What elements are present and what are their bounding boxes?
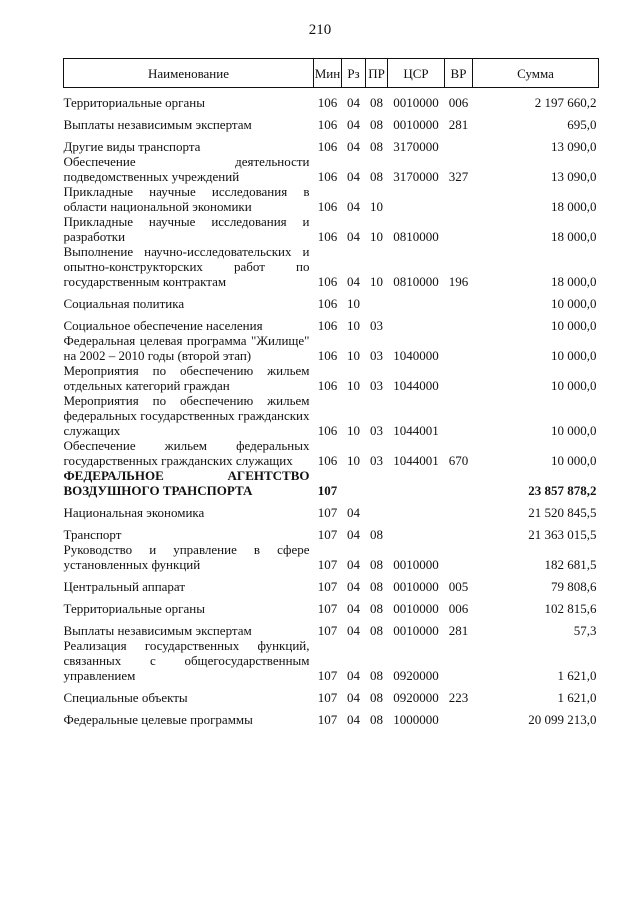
row-name: Выплаты независимым экспертам bbox=[63, 622, 252, 638]
table-row bbox=[64, 154, 599, 184]
row-min: 106 bbox=[317, 317, 338, 333]
row-min: 106 bbox=[317, 116, 338, 132]
table-row bbox=[64, 184, 599, 214]
row-csr bbox=[388, 498, 445, 520]
row-rz: 10 bbox=[347, 452, 360, 468]
row-vr bbox=[445, 311, 473, 333]
row-min: 107 bbox=[317, 578, 338, 594]
row-min: 107 bbox=[317, 482, 338, 498]
row-csr: 0010000 bbox=[393, 622, 439, 638]
row-pr: 08 bbox=[370, 711, 383, 727]
row-name: Территориальные органы bbox=[63, 94, 205, 110]
row-name: Специальные объекты bbox=[63, 689, 188, 705]
row-vr: 281 bbox=[448, 116, 469, 132]
row-name: Мероприятия по обеспечению жильем федеральных государственных гражданских служащих bbox=[63, 392, 310, 438]
row-min: 107 bbox=[317, 689, 338, 705]
row-sum: 18 000,0 bbox=[551, 198, 597, 214]
table-row bbox=[64, 311, 599, 333]
row-pr: 03 bbox=[370, 452, 383, 468]
row-name: Центральный аппарат bbox=[63, 578, 186, 594]
row-rz: 04 bbox=[347, 578, 360, 594]
row-csr: 0010000 bbox=[393, 116, 439, 132]
row-name: Обеспечение жильем федеральных государственных гражданских служащих bbox=[63, 437, 310, 468]
row-csr: 0810000 bbox=[393, 228, 439, 244]
table-row bbox=[64, 438, 599, 468]
row-pr bbox=[366, 498, 388, 520]
row-csr: 0010000 bbox=[393, 600, 439, 616]
row-pr bbox=[366, 289, 388, 311]
row-name: Реализация государственных функций, связанных с общегосударственным управлением bbox=[63, 637, 310, 683]
row-csr: 0010000 bbox=[393, 556, 439, 572]
row-name: Национальная экономика bbox=[63, 504, 205, 520]
row-min: 106 bbox=[317, 347, 338, 363]
row-rz: 04 bbox=[347, 600, 360, 616]
row-min: 106 bbox=[317, 452, 338, 468]
row-vr bbox=[445, 393, 473, 438]
table-row bbox=[64, 616, 599, 638]
row-csr: 3170000 bbox=[393, 138, 439, 154]
row-vr bbox=[445, 520, 473, 542]
row-sum: 695,0 bbox=[567, 116, 597, 132]
row-vr bbox=[445, 363, 473, 393]
row-csr: 3170000 bbox=[393, 168, 439, 184]
row-min: 107 bbox=[317, 711, 338, 727]
row-name: Федеральные целевые программы bbox=[63, 711, 253, 727]
table-row bbox=[64, 638, 599, 683]
row-csr: 1044001 bbox=[393, 452, 439, 468]
header-csr: ЦСР bbox=[388, 59, 445, 88]
row-pr: 03 bbox=[370, 377, 383, 393]
row-vr bbox=[445, 214, 473, 244]
row-vr: 005 bbox=[448, 578, 469, 594]
header-vr: ВР bbox=[445, 59, 473, 88]
row-csr: 1040000 bbox=[393, 347, 439, 363]
row-pr: 08 bbox=[370, 116, 383, 132]
row-sum: 10 000,0 bbox=[551, 295, 597, 311]
row-sum: 13 090,0 bbox=[551, 138, 597, 154]
table-row bbox=[64, 88, 599, 110]
row-csr bbox=[388, 468, 445, 498]
page-number: 210 bbox=[308, 22, 332, 38]
row-sum: 1 621,0 bbox=[557, 667, 597, 683]
budget-table bbox=[63, 58, 599, 727]
table-row bbox=[64, 132, 599, 154]
row-sum: 57,3 bbox=[573, 622, 597, 638]
row-pr: 08 bbox=[370, 168, 383, 184]
row-vr bbox=[445, 638, 473, 683]
row-sum: 18 000,0 bbox=[551, 228, 597, 244]
row-vr: 006 bbox=[448, 94, 469, 110]
row-csr: 0010000 bbox=[393, 578, 439, 594]
row-name: Мероприятия по обеспечению жильем отдельных категорий граждан bbox=[63, 362, 310, 393]
row-rz: 10 bbox=[347, 422, 360, 438]
row-pr: 08 bbox=[370, 556, 383, 572]
row-min: 106 bbox=[317, 198, 338, 214]
row-rz: 10 bbox=[347, 377, 360, 393]
row-csr bbox=[388, 311, 445, 333]
row-min: 107 bbox=[317, 667, 338, 683]
row-rz: 04 bbox=[347, 622, 360, 638]
row-min: 107 bbox=[317, 504, 338, 520]
table-row bbox=[64, 289, 599, 311]
row-name: Социальная политика bbox=[63, 295, 185, 311]
row-rz bbox=[342, 468, 366, 498]
row-pr: 08 bbox=[370, 667, 383, 683]
row-csr bbox=[388, 184, 445, 214]
row-vr: 670 bbox=[448, 452, 469, 468]
row-rz: 04 bbox=[347, 94, 360, 110]
row-name: Обеспечение деятельности подведомственных учреждений bbox=[63, 153, 310, 184]
table-row bbox=[64, 705, 599, 727]
table-header-row bbox=[64, 59, 599, 88]
row-vr: 196 bbox=[448, 273, 469, 289]
row-pr: 10 bbox=[370, 228, 383, 244]
table-row bbox=[64, 520, 599, 542]
row-name: Другие виды транспорта bbox=[63, 138, 201, 154]
table-row bbox=[64, 572, 599, 594]
row-sum: 10 000,0 bbox=[551, 452, 597, 468]
table-row bbox=[64, 333, 599, 363]
row-sum: 21 520 845,5 bbox=[528, 504, 597, 520]
row-sum: 102 815,6 bbox=[544, 600, 597, 616]
row-min: 107 bbox=[317, 556, 338, 572]
row-sum: 1 621,0 bbox=[557, 689, 597, 705]
row-vr bbox=[445, 132, 473, 154]
row-rz: 04 bbox=[347, 273, 360, 289]
table-row bbox=[64, 498, 599, 520]
table-row bbox=[64, 393, 599, 438]
table-row bbox=[64, 214, 599, 244]
row-min: 107 bbox=[317, 600, 338, 616]
row-pr: 10 bbox=[370, 198, 383, 214]
row-vr bbox=[445, 498, 473, 520]
row-name: Прикладные научные исследования в области национальной экономики bbox=[63, 183, 310, 214]
row-sum: 2 197 660,2 bbox=[534, 94, 597, 110]
row-sum: 18 000,0 bbox=[551, 273, 597, 289]
row-name: ФЕДЕРАЛЬНОЕ АГЕНТСТВО ВОЗДУШНОГО ТРАНСПОРТА bbox=[63, 467, 310, 498]
row-min: 106 bbox=[317, 422, 338, 438]
row-rz: 10 bbox=[347, 317, 360, 333]
row-csr: 0920000 bbox=[393, 689, 439, 705]
row-sum: 10 000,0 bbox=[551, 422, 597, 438]
row-min: 106 bbox=[317, 168, 338, 184]
row-vr: 223 bbox=[448, 689, 469, 705]
table-body bbox=[64, 88, 599, 727]
row-name: Федеральная целевая программа "Жилище" на 2002 – 2010 годы (второй этап) bbox=[63, 332, 310, 363]
row-sum: 10 000,0 bbox=[551, 317, 597, 333]
row-name: Руководство и управление в сфере установленных функций bbox=[63, 541, 310, 572]
header-sum: Сумма bbox=[473, 59, 599, 88]
table-row bbox=[64, 468, 599, 498]
row-rz: 04 bbox=[347, 116, 360, 132]
row-sum: 21 363 015,5 bbox=[528, 526, 597, 542]
row-rz: 04 bbox=[347, 198, 360, 214]
row-name: Прикладные научные исследования и разработки bbox=[63, 213, 310, 244]
row-rz: 04 bbox=[347, 168, 360, 184]
table-row bbox=[64, 110, 599, 132]
row-pr: 03 bbox=[370, 347, 383, 363]
row-name: Выплаты независимым экспертам bbox=[63, 116, 252, 132]
row-pr: 08 bbox=[370, 526, 383, 542]
row-rz: 04 bbox=[347, 138, 360, 154]
row-csr: 1000000 bbox=[393, 711, 439, 727]
row-min: 107 bbox=[317, 526, 338, 542]
header-min: Мин bbox=[314, 59, 342, 88]
row-vr bbox=[445, 289, 473, 311]
header-pr: ПР bbox=[366, 59, 388, 88]
row-rz: 04 bbox=[347, 526, 360, 542]
row-vr: 281 bbox=[448, 622, 469, 638]
row-pr: 10 bbox=[370, 273, 383, 289]
table-row bbox=[64, 594, 599, 616]
table-row bbox=[64, 542, 599, 572]
row-csr bbox=[388, 289, 445, 311]
row-rz: 04 bbox=[347, 228, 360, 244]
row-pr: 08 bbox=[370, 622, 383, 638]
row-csr bbox=[388, 520, 445, 542]
row-vr bbox=[445, 705, 473, 727]
row-name: Транспорт bbox=[63, 526, 122, 542]
header-name: Наименование bbox=[64, 59, 314, 88]
row-pr: 03 bbox=[370, 317, 383, 333]
row-min: 106 bbox=[317, 138, 338, 154]
row-sum: 10 000,0 bbox=[551, 377, 597, 393]
row-vr: 327 bbox=[448, 168, 469, 184]
row-csr: 0010000 bbox=[393, 94, 439, 110]
row-rz: 10 bbox=[347, 295, 360, 311]
table-row bbox=[64, 244, 599, 289]
row-vr bbox=[445, 468, 473, 498]
row-min: 106 bbox=[317, 377, 338, 393]
row-csr: 0920000 bbox=[393, 667, 439, 683]
row-vr: 006 bbox=[448, 600, 469, 616]
row-rz: 04 bbox=[347, 689, 360, 705]
row-pr: 08 bbox=[370, 578, 383, 594]
row-sum: 79 808,6 bbox=[551, 578, 597, 594]
row-sum: 182 681,5 bbox=[544, 556, 597, 572]
row-vr bbox=[445, 542, 473, 572]
row-pr: 08 bbox=[370, 600, 383, 616]
row-sum: 23 857 878,2 bbox=[528, 482, 597, 498]
row-sum: 20 099 213,0 bbox=[528, 711, 597, 727]
row-min: 107 bbox=[317, 622, 338, 638]
row-name: Выполнение научно-исследовательских и опытно-конструкторских работ по государственным контрактам bbox=[63, 243, 310, 289]
row-sum: 10 000,0 bbox=[551, 347, 597, 363]
row-pr bbox=[366, 468, 388, 498]
row-pr: 08 bbox=[370, 94, 383, 110]
header-rz: Рз bbox=[342, 59, 366, 88]
row-vr bbox=[445, 184, 473, 214]
row-name: Территориальные органы bbox=[63, 600, 205, 616]
row-min: 106 bbox=[317, 228, 338, 244]
row-name: Социальное обеспечение населения bbox=[63, 317, 263, 333]
row-min: 106 bbox=[317, 273, 338, 289]
row-rz: 10 bbox=[347, 347, 360, 363]
row-vr bbox=[445, 333, 473, 363]
row-pr: 03 bbox=[370, 422, 383, 438]
row-pr: 08 bbox=[370, 138, 383, 154]
row-min: 106 bbox=[317, 94, 338, 110]
row-csr: 1044000 bbox=[393, 377, 439, 393]
row-rz: 04 bbox=[347, 711, 360, 727]
row-rz: 04 bbox=[347, 667, 360, 683]
row-rz: 04 bbox=[347, 556, 360, 572]
table-row bbox=[64, 363, 599, 393]
row-csr: 0810000 bbox=[393, 273, 439, 289]
row-min: 106 bbox=[317, 295, 338, 311]
table-row bbox=[64, 683, 599, 705]
row-csr: 1044001 bbox=[393, 422, 439, 438]
row-rz: 04 bbox=[347, 504, 360, 520]
row-sum: 13 090,0 bbox=[551, 168, 597, 184]
row-pr: 08 bbox=[370, 689, 383, 705]
